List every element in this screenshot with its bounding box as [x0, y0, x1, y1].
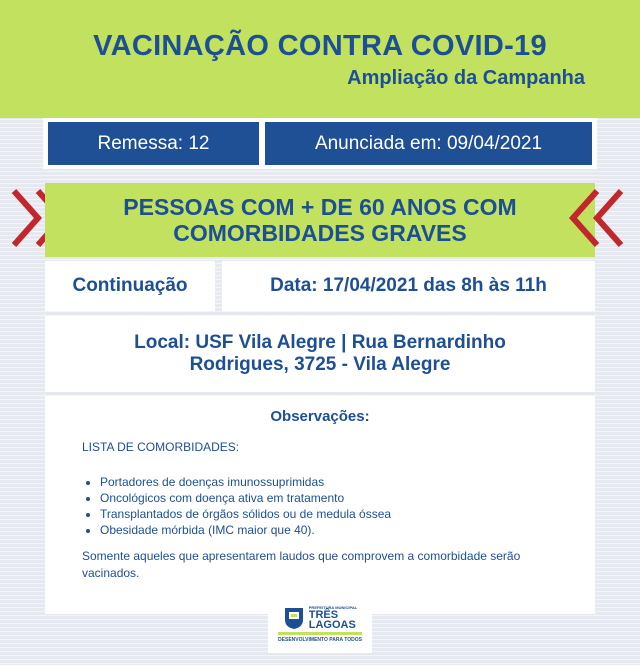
page-subtitle: Ampliação da Campanha — [347, 67, 585, 89]
location-cell — [45, 316, 595, 392]
logo-name-line-1: TRÊS — [308, 609, 339, 621]
city-logo — [268, 601, 372, 653]
date-label: Data: 17/04/2021 das 8h às 11h — [270, 275, 547, 296]
city-crest-icon — [283, 606, 305, 630]
list-item: • Transplantados de órgãos sólidos ou de medula óssea — [100, 506, 391, 522]
header-banner — [0, 0, 640, 118]
chevron-left-double-icon — [557, 185, 627, 251]
observations-panel — [45, 396, 595, 614]
location-line-2: Rodrigues, 3725 - Vila Alegre — [189, 354, 451, 375]
comorbidities-heading: LISTA DE COMORBIDADES: — [82, 440, 240, 454]
audience-banner — [45, 183, 595, 257]
observations-note: Somente aqueles que apresentarem laudos que comprovem a comorbidade serão vacinados. — [82, 549, 521, 580]
logo-tagline: DESENVOLVIMENTO PARA TODOS — [278, 637, 362, 643]
list-item: • Obesidade mórbida (IMC maior que 40). — [100, 522, 391, 538]
date-cell — [222, 261, 595, 311]
status-cell — [45, 261, 215, 311]
page-title: VACINAÇÃO CONTRA COVID-19 — [93, 30, 547, 62]
info-bar — [43, 118, 597, 169]
list-item: • Portadores de doenças imunossuprimidas — [100, 474, 391, 490]
logo-small-text: PREFEITURA MUNICIPAL — [308, 605, 358, 610]
remessa-label: Remessa: 12 — [48, 122, 259, 165]
comorbidities-list — [90, 474, 391, 538]
list-item: • Oncológicos com doença ativa em tratamento — [100, 490, 391, 506]
logo-strip — [278, 632, 362, 635]
logo-name-line-2: LAGOAS — [308, 619, 356, 631]
location-line-1: Local: USF Vila Alegre | Rua Bernardinho — [134, 332, 506, 353]
audience-line-2: COMORBIDADES GRAVES — [173, 220, 467, 246]
audience-line-1: PESSOAS COM + DE 60 ANOS COM — [123, 194, 517, 220]
observations-title: Observações: — [270, 408, 370, 425]
announced-date-label: Anunciada em: 09/04/2021 — [265, 122, 592, 165]
status-label: Continuação — [72, 275, 188, 296]
